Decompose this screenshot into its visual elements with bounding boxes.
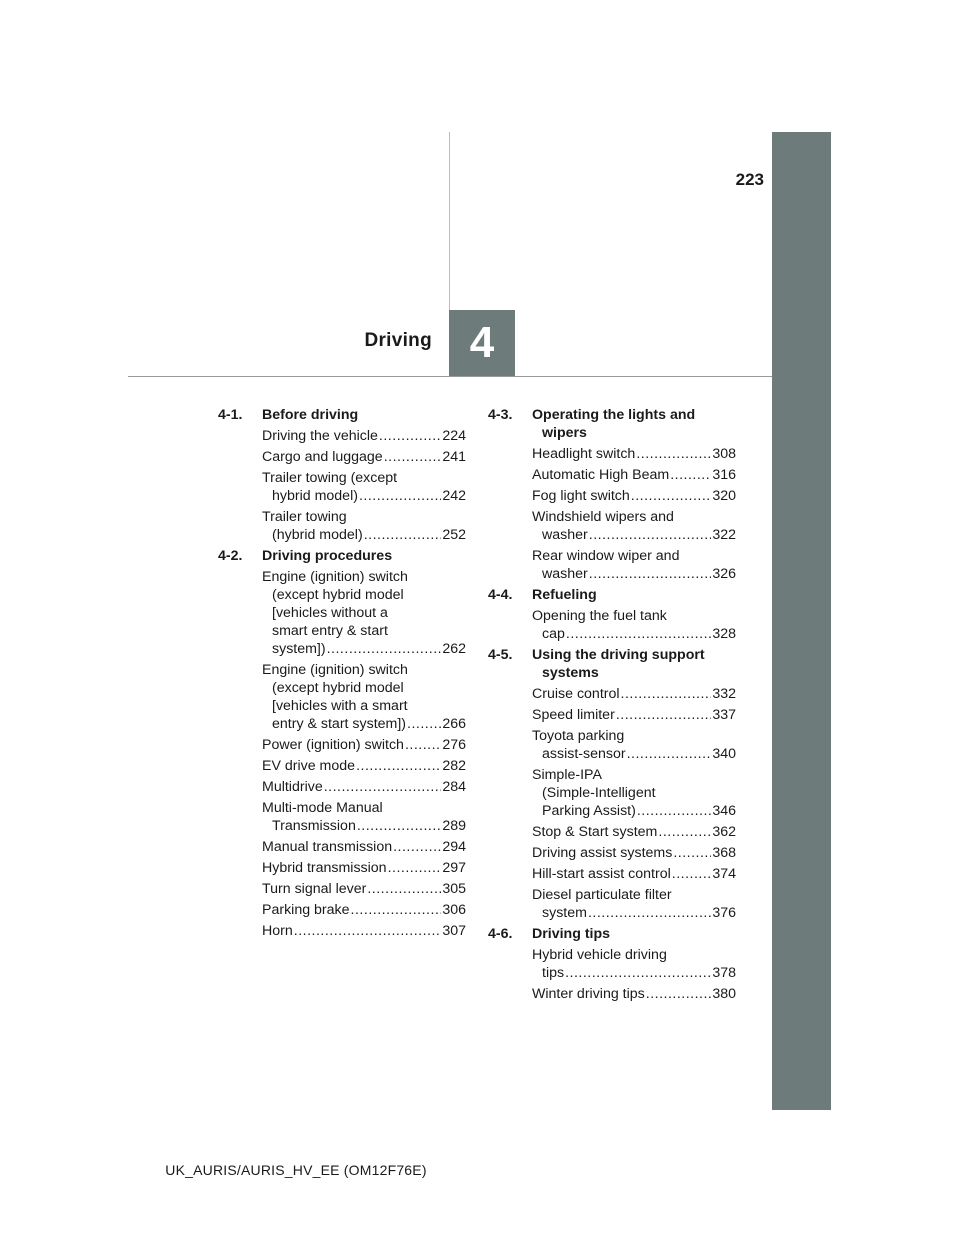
section-number: 4-2. — [218, 548, 243, 564]
entry-text-line: Fog light switch — [532, 488, 630, 504]
entry-text-line: Turn signal lever — [262, 881, 367, 897]
toc-entry[interactable] — [262, 469, 466, 505]
toc-entry[interactable] — [532, 946, 736, 982]
toc-entry[interactable] — [532, 865, 736, 883]
entry-page-number: 340 — [712, 746, 736, 762]
section-title — [532, 646, 736, 682]
entry-page-number: 289 — [442, 818, 466, 834]
entry-text-line: (except hybrid model — [272, 587, 404, 603]
entry-page-number: 376 — [712, 905, 736, 921]
dot-leader — [637, 802, 712, 820]
section-number: 4-6. — [488, 926, 513, 942]
entry-page-number: 362 — [712, 824, 736, 840]
entry-text-line: Engine (ignition) switch — [262, 569, 408, 585]
section-number: 4-3. — [488, 407, 513, 423]
entry-text-line: system]) — [272, 641, 326, 657]
dot-leader — [407, 715, 441, 733]
entry-leader-line — [262, 736, 466, 754]
entry-leader-line — [262, 859, 466, 877]
toc-section — [488, 586, 736, 643]
dot-leader — [670, 466, 711, 484]
page-number: 223 — [735, 170, 764, 189]
entry-leader-line — [532, 865, 736, 883]
toc-entry[interactable] — [532, 487, 736, 505]
toc-entry[interactable] — [532, 445, 736, 463]
dot-leader — [405, 736, 441, 754]
entry-text-line: system — [542, 905, 587, 921]
toc-entry[interactable] — [532, 727, 736, 763]
toc-entry[interactable] — [532, 985, 736, 1003]
entry-text-line: cap — [542, 626, 565, 642]
dot-leader — [324, 778, 442, 796]
toc-entry[interactable] — [262, 568, 466, 658]
entry-page-number: 380 — [712, 986, 736, 1002]
entry-text-line: Windshield wipers and — [532, 509, 674, 525]
chapter-title: Driving — [364, 330, 432, 351]
entry-page-number: 332 — [712, 686, 736, 702]
entry-text-line: smart entry & start — [272, 623, 388, 639]
entry-page-number: 337 — [712, 707, 736, 723]
section-number: 4-5. — [488, 647, 513, 663]
entry-page-number: 320 — [712, 488, 736, 504]
entry-text-line: Trailer towing — [262, 509, 347, 525]
toc-entry[interactable] — [532, 607, 736, 643]
dot-leader — [658, 823, 711, 841]
entry-text-line: Hybrid transmission — [262, 860, 387, 876]
dot-leader — [379, 427, 441, 445]
section-title — [262, 406, 466, 424]
chapter-side-tab — [772, 132, 831, 1110]
entry-text-line: tips — [542, 965, 565, 981]
entry-text-line: Diesel particulate filter — [532, 887, 672, 903]
entry-text-line: Rear window wiper and — [532, 548, 680, 564]
entry-text-line: Parking brake — [262, 902, 350, 918]
toc-section — [488, 646, 736, 922]
section-title-line: Operating the lights and — [532, 407, 696, 423]
toc-entry[interactable] — [262, 880, 466, 898]
entry-text-line: Hill-start assist control — [532, 866, 671, 882]
entry-leader-line — [532, 745, 736, 763]
entry-text-line: Trailer towing (except — [262, 470, 398, 486]
entry-text-line: Driving assist systems — [532, 845, 673, 861]
toc-column-right — [488, 406, 736, 1003]
toc-section — [488, 406, 736, 583]
entry-page-number: 322 — [712, 527, 736, 543]
dot-leader — [327, 640, 442, 658]
dot-leader — [646, 985, 712, 1003]
entry-page-number: 266 — [442, 716, 466, 732]
entry-leader-line — [532, 466, 736, 484]
entry-text-line: Transmission — [272, 818, 356, 834]
entry-leader-line — [532, 526, 736, 544]
entry-page-number: 378 — [712, 965, 736, 981]
entry-text-line: hybrid model) — [272, 488, 358, 504]
toc-column-left — [218, 406, 466, 940]
dot-leader — [672, 865, 712, 883]
entry-page-number: 252 — [442, 527, 466, 543]
entry-leader-line — [262, 817, 466, 835]
dot-leader — [636, 445, 711, 463]
toc-entry[interactable] — [262, 922, 466, 940]
toc-entry[interactable] — [262, 661, 466, 733]
entry-page-number: 326 — [712, 566, 736, 582]
section-title-line: systems — [542, 665, 599, 681]
entry-text-line: Engine (ignition) switch — [262, 662, 408, 678]
dot-leader — [621, 685, 712, 703]
entry-page-number: 306 — [442, 902, 466, 918]
entry-text-line: [vehicles with a smart — [272, 698, 408, 714]
entry-leader-line — [532, 904, 736, 922]
entry-text-line: entry & start system]) — [272, 716, 407, 732]
section-title-line: Driving tips — [532, 926, 611, 942]
dot-leader — [351, 901, 442, 919]
entry-leader-line — [262, 448, 466, 466]
entry-leader-line — [532, 445, 736, 463]
entry-page-number: 262 — [442, 641, 466, 657]
dot-leader — [367, 880, 441, 898]
entry-leader-line — [262, 640, 466, 658]
entry-text-line: Winter driving tips — [532, 986, 645, 1002]
toc-entry[interactable] — [262, 778, 466, 796]
section-number: 4-1. — [218, 407, 243, 423]
dot-leader — [388, 859, 442, 877]
section-number: 4-4. — [488, 587, 513, 603]
entry-leader-line — [262, 757, 466, 775]
document-footer: UK_AURIS/AURIS_HV_EE (OM12F76E) — [165, 1162, 427, 1178]
toc-entry[interactable] — [532, 685, 736, 703]
entry-text-line: assist-sensor — [542, 746, 626, 762]
entry-text-line: (Simple-Intelligent — [542, 785, 656, 801]
dot-leader — [588, 904, 711, 922]
toc-entry[interactable] — [532, 823, 736, 841]
entry-page-number: 276 — [442, 737, 466, 753]
entry-leader-line — [262, 880, 466, 898]
dot-leader — [627, 745, 712, 763]
entry-text-line: Speed limiter — [532, 707, 615, 723]
section-title — [532, 406, 736, 442]
toc-entry[interactable] — [532, 508, 736, 544]
dot-leader — [364, 526, 442, 544]
entry-leader-line — [532, 625, 736, 643]
entry-leader-line — [262, 487, 466, 505]
dot-leader — [673, 844, 711, 862]
entry-text-line: Toyota parking — [532, 728, 625, 744]
header-horizontal-rule — [128, 376, 772, 377]
entry-text-line: Cargo and luggage — [262, 449, 383, 465]
toc-entry[interactable] — [262, 901, 466, 919]
entry-leader-line — [532, 487, 736, 505]
chapter-number-box: 4 — [449, 310, 515, 376]
toc-entry[interactable] — [262, 838, 466, 856]
entry-leader-line — [262, 778, 466, 796]
entry-leader-line — [532, 565, 736, 583]
toc-section — [218, 547, 466, 940]
section-title — [532, 586, 736, 604]
entry-text-line: Manual transmission — [262, 839, 393, 855]
section-title-line: Driving procedures — [262, 548, 393, 564]
entry-leader-line — [532, 964, 736, 982]
entry-text-line: EV drive mode — [262, 758, 356, 774]
entry-page-number: 308 — [712, 446, 736, 462]
dot-leader — [566, 625, 711, 643]
entry-leader-line — [262, 901, 466, 919]
toc-entry[interactable] — [262, 427, 466, 445]
entry-leader-line — [262, 427, 466, 445]
entry-page-number: 297 — [442, 860, 466, 876]
header-vertical-rule — [449, 132, 450, 310]
section-title — [532, 925, 736, 943]
dot-leader — [359, 487, 441, 505]
entry-text-line: Hybrid vehicle driving — [532, 947, 667, 963]
entry-text-line: Automatic High Beam — [532, 467, 670, 483]
entry-text-line: Stop & Start system — [532, 824, 658, 840]
entry-leader-line — [532, 685, 736, 703]
entry-page-number: 224 — [442, 428, 466, 444]
toc-entry[interactable] — [262, 508, 466, 544]
toc-entry[interactable] — [532, 466, 736, 484]
entry-text-line: Headlight switch — [532, 446, 636, 462]
entry-page-number: 368 — [712, 845, 736, 861]
entry-page-number: 284 — [442, 779, 466, 795]
entry-page-number: 374 — [712, 866, 736, 882]
entry-page-number: 316 — [712, 467, 736, 483]
entry-page-number: 346 — [712, 803, 736, 819]
entry-text-line: Multidrive — [262, 779, 323, 795]
toc-entry[interactable] — [262, 859, 466, 877]
entry-page-number: 241 — [442, 449, 466, 465]
toc-entry[interactable] — [262, 736, 466, 754]
entry-page-number: 282 — [442, 758, 466, 774]
entry-leader-line — [532, 706, 736, 724]
dot-leader — [589, 526, 712, 544]
dot-leader — [294, 922, 442, 940]
entry-leader-line — [532, 802, 736, 820]
entry-text-line: Driving the vehicle — [262, 428, 378, 444]
entry-text-line: Horn — [262, 923, 293, 939]
section-title-line: wipers — [542, 425, 587, 441]
entry-page-number: 328 — [712, 626, 736, 642]
toc-entry[interactable] — [262, 799, 466, 835]
entry-leader-line — [262, 526, 466, 544]
entry-text-line: (hybrid model) — [272, 527, 363, 543]
entry-leader-line — [262, 922, 466, 940]
dot-leader — [616, 706, 712, 724]
entry-page-number: 242 — [442, 488, 466, 504]
toc-entry[interactable] — [532, 886, 736, 922]
toc-entry[interactable] — [532, 706, 736, 724]
entry-text-line: (except hybrid model — [272, 680, 404, 696]
entry-leader-line — [262, 715, 466, 733]
entry-page-number: 307 — [442, 923, 466, 939]
entry-page-number: 305 — [442, 881, 466, 897]
dot-leader — [356, 757, 441, 775]
entry-text-line: Power (ignition) switch — [262, 737, 404, 753]
section-title — [262, 547, 466, 565]
dot-leader — [565, 964, 711, 982]
section-title-line: Refueling — [532, 587, 597, 603]
dot-leader — [357, 817, 441, 835]
entry-text-line: washer — [542, 527, 588, 543]
entry-text-line: Simple-IPA — [532, 767, 602, 783]
entry-text-line: Opening the fuel tank — [532, 608, 667, 624]
entry-leader-line — [532, 844, 736, 862]
toc-entry[interactable] — [532, 844, 736, 862]
toc-entry[interactable] — [262, 757, 466, 775]
entry-text-line: Multi-mode Manual — [262, 800, 383, 816]
entry-page-number: 294 — [442, 839, 466, 855]
toc-section — [488, 925, 736, 1003]
dot-leader — [631, 487, 712, 505]
entry-leader-line — [532, 823, 736, 841]
dot-leader — [393, 838, 441, 856]
section-title-line: Using the driving support — [532, 647, 705, 663]
dot-leader — [384, 448, 442, 466]
toc-entry[interactable] — [262, 448, 466, 466]
dot-leader — [589, 565, 712, 583]
entry-leader-line — [262, 838, 466, 856]
toc-entry[interactable] — [532, 547, 736, 583]
entry-leader-line — [532, 985, 736, 1003]
entry-text-line: Cruise control — [532, 686, 620, 702]
toc-entry[interactable] — [532, 766, 736, 820]
entry-text-line: [vehicles without a — [272, 605, 388, 621]
toc-section — [218, 406, 466, 544]
entry-text-line: washer — [542, 566, 588, 582]
section-title-line: Before driving — [262, 407, 359, 423]
entry-text-line: Parking Assist) — [542, 803, 636, 819]
